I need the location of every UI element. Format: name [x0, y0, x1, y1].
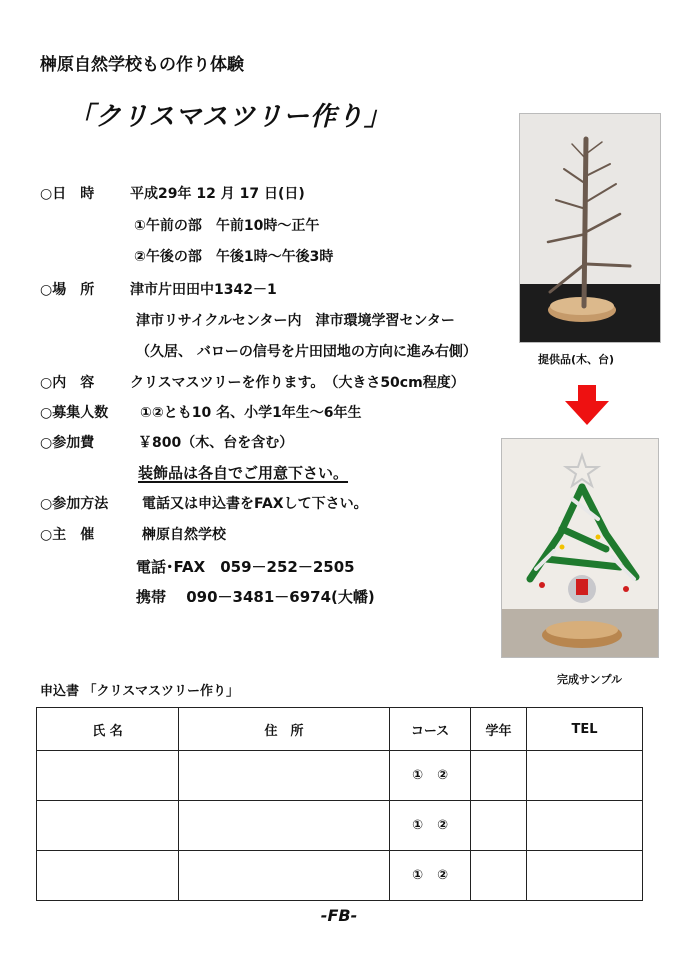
- place-directions: （久居、 バローの信号を片田団地の方向に進み右側）: [136, 344, 477, 360]
- course-option-1[interactable]: ①: [411, 818, 423, 833]
- address-cell[interactable]: [179, 851, 390, 901]
- column-tel: TEL: [527, 708, 643, 751]
- course-option-2[interactable]: ②: [437, 818, 449, 833]
- date-label: ○日 時: [40, 186, 95, 202]
- column-address: 住 所: [179, 708, 390, 751]
- decorated-tree-photo: [501, 438, 659, 658]
- place-address: 津市片田田中1342－1: [130, 282, 277, 298]
- fee-label: ○参加費: [40, 435, 95, 451]
- course-option-2[interactable]: ②: [437, 768, 449, 783]
- course-option-1[interactable]: ①: [411, 768, 423, 783]
- address-cell[interactable]: [179, 801, 390, 851]
- application-form-table: [36, 707, 643, 901]
- course-option-1[interactable]: ①: [411, 868, 423, 883]
- phone-fax: 電話･FAX 059－252－2505: [136, 558, 355, 576]
- course-cell[interactable]: [390, 751, 471, 801]
- column-grade: 学年: [471, 708, 527, 751]
- arrow-down-icon: [565, 385, 609, 425]
- name-cell[interactable]: [37, 851, 179, 901]
- page-footer: -FB-: [320, 906, 358, 925]
- grade-cell[interactable]: [471, 851, 527, 901]
- session-afternoon: ②午後の部 午後1時～午後3時: [134, 249, 334, 265]
- recruit-value: ①②とも10 名、小学1年生～6年生: [140, 405, 362, 421]
- method-value: 電話又は申込書をFAXして下さい。: [142, 496, 368, 512]
- column-name: 氏 名: [37, 708, 179, 751]
- course-option-2[interactable]: ②: [437, 868, 449, 883]
- session-morning: ①午前の部 午前10時～正午: [134, 218, 320, 234]
- organizer-label: ○主 催: [40, 527, 95, 543]
- content-value: クリスマスツリーを作ります。 （大きさ50cm程度）: [130, 375, 465, 391]
- top-photo-caption: 提供品(木、台): [538, 353, 615, 366]
- application-form-heading: 申込書 「クリスマスツリー作り」: [40, 684, 240, 699]
- event-title: 「クリスマスツリー作り」: [68, 102, 391, 132]
- name-cell[interactable]: [37, 801, 179, 851]
- course-cell[interactable]: [390, 851, 471, 901]
- tel-cell[interactable]: [527, 801, 643, 851]
- place-label: ○場 所: [40, 282, 95, 298]
- grade-cell[interactable]: [471, 801, 527, 851]
- table-row: [37, 801, 643, 851]
- tel-cell[interactable]: [527, 851, 643, 901]
- fee-note: 装飾品は各自でご用意下さい。: [138, 464, 349, 482]
- table-header-row: [37, 708, 643, 751]
- date-value: 平成29年 12 月 17 日(日): [130, 186, 305, 202]
- event-subtitle: 榊原自然学校もの作り体験: [40, 55, 244, 75]
- place-facility: 津市リサイクルセンター内 津市環境学習センター: [136, 313, 455, 329]
- mobile-phone: 携帯 090－3481－6974(大幡): [136, 588, 375, 606]
- name-cell[interactable]: [37, 751, 179, 801]
- table-row: [37, 751, 643, 801]
- course-cell[interactable]: [390, 801, 471, 851]
- content-label: ○内 容: [40, 375, 95, 391]
- column-course: コース: [390, 708, 471, 751]
- organizer-value: 榊原自然学校: [142, 527, 226, 543]
- address-cell[interactable]: [179, 751, 390, 801]
- method-label: ○参加方法: [40, 496, 109, 512]
- recruit-label: ○募集人数: [40, 405, 109, 421]
- bare-tree-photo: [519, 113, 661, 343]
- table-row: [37, 851, 643, 901]
- bottom-photo-caption: 完成サンプル: [557, 673, 623, 686]
- fee-value: ￥800（木、台を含む）: [138, 435, 294, 451]
- grade-cell[interactable]: [471, 751, 527, 801]
- tel-cell[interactable]: [527, 751, 643, 801]
